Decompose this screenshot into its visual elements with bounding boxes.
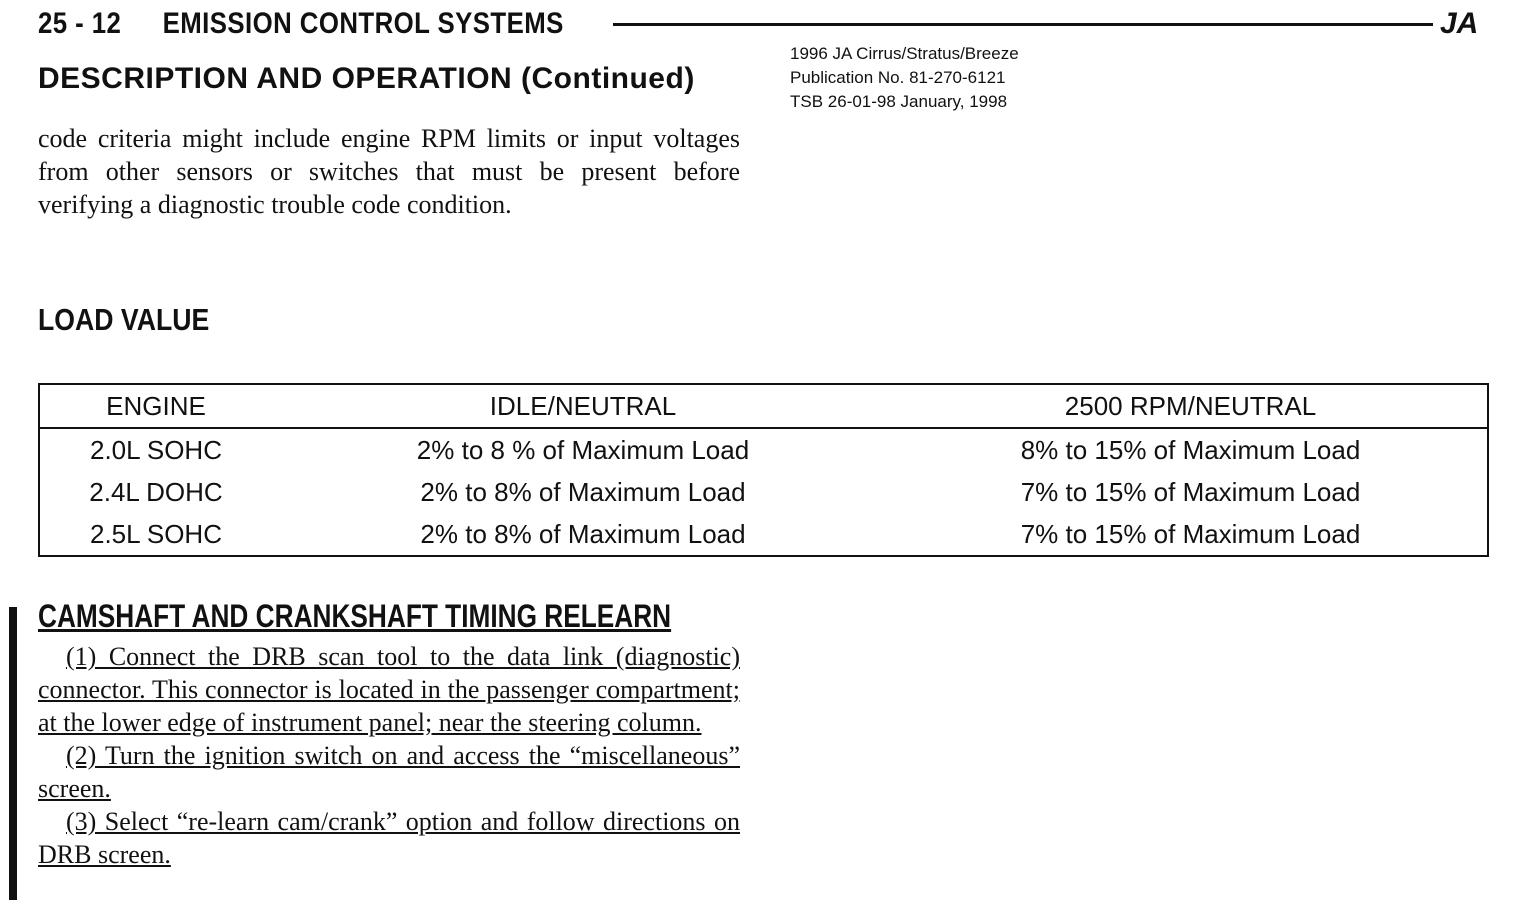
chapter-title: EMISSION CONTROL SYSTEMS bbox=[162, 7, 564, 40]
relearn-step: (1) Connect the DRB scan tool to the data link (diagnostic) connector. This connector is located in the passenger compartment; at the lower edge of instrument panel; near the steering column. bbox=[38, 642, 740, 737]
relearn-step: (2) Turn the ignition switch on and access the “miscellaneous” screen. bbox=[38, 741, 740, 803]
column-header-2500rpm: 2500 RPM/NEUTRAL bbox=[894, 384, 1488, 428]
relearn-heading: CAMSHAFT AND CRANKSHAFT TIMING RELEARN bbox=[38, 598, 672, 634]
table-cell-idle: 2% to 8% of Maximum Load bbox=[420, 518, 746, 549]
table-row bbox=[39, 471, 1488, 513]
table-header-row bbox=[39, 384, 1488, 428]
table-cell-idle: 2% to 8% of Maximum Load bbox=[420, 476, 746, 507]
publication-info bbox=[790, 42, 1019, 114]
publication-line-3: TSB 26-01-98 January, 1998 bbox=[790, 92, 1008, 111]
intro-paragraph: code criteria might include engine RPM limits or input voltages from other sensors or switches that must be present before verifying a diagnostic trouble code condition. bbox=[38, 124, 740, 219]
header-rule bbox=[613, 23, 1433, 26]
column-header-idle: IDLE/NEUTRAL bbox=[272, 384, 894, 428]
publication-line-1: 1996 JA Cirrus/Stratus/Breeze bbox=[790, 44, 1019, 63]
relearn-steps bbox=[38, 640, 740, 871]
load-value-table bbox=[38, 383, 1489, 557]
relearn-step: (3) Select “re-learn cam/crank” option and follow directions on DRB screen. bbox=[38, 807, 740, 869]
table-cell-2500rpm: 7% to 15% of Maximum Load bbox=[1020, 476, 1361, 507]
running-header bbox=[38, 4, 564, 44]
table-cell-engine: 2.5L SOHC bbox=[90, 518, 222, 549]
revision-change-bar bbox=[9, 607, 17, 900]
model-code: JA bbox=[1440, 7, 1479, 40]
table-cell-2500rpm: 8% to 15% of Maximum Load bbox=[1020, 434, 1361, 465]
table-cell-engine: 2.0L SOHC bbox=[90, 434, 222, 465]
table-cell-engine: 2.4L DOHC bbox=[89, 476, 223, 507]
page-number: 25 - 12 bbox=[38, 7, 122, 40]
table-cell-idle: 2% to 8 % of Maximum Load bbox=[416, 434, 750, 465]
table-row bbox=[39, 428, 1488, 471]
publication-line-2: Publication No. 81-270-6121 bbox=[790, 68, 1006, 87]
section-title: DESCRIPTION AND OPERATION (Continued) bbox=[38, 62, 695, 95]
table-row bbox=[39, 513, 1488, 556]
column-header-engine: ENGINE bbox=[39, 384, 272, 428]
table-cell-2500rpm: 7% to 15% of Maximum Load bbox=[1020, 518, 1361, 549]
load-value-heading: LOAD VALUE bbox=[38, 302, 210, 337]
